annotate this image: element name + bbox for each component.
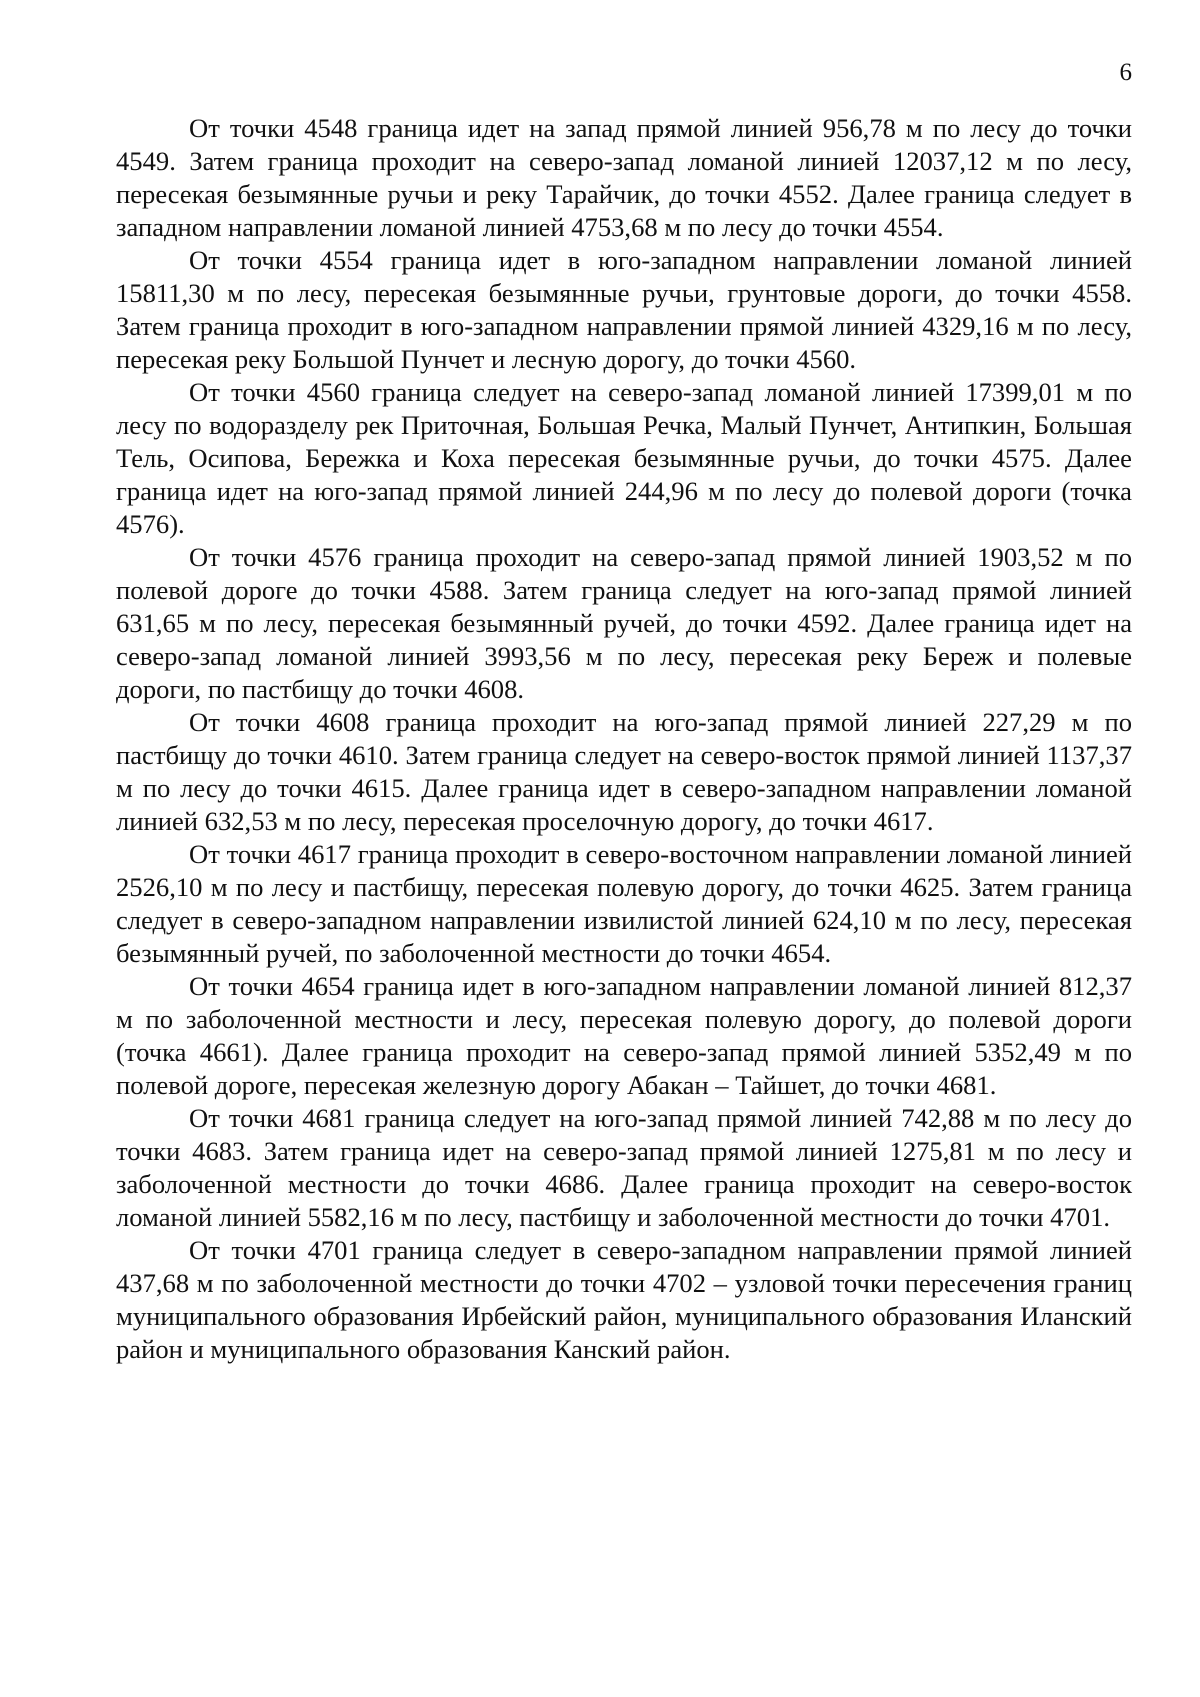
paragraph-3: От точки 4560 граница следует на северо-запад ломаной линией 17399,01 м по лесу по водоразделу рек Приточная, Большая Речка, Малый Пунчет, Антипкин, Большая Тель, Осипова, Бережка и Коха пересекая безымянные ручьи, до точки 4575. Далее граница идет на юго-запад прямой линией 244,96 м по лесу до полевой дороги (точка 4576). [116,377,1132,539]
paragraph-2: От точки 4554 граница идет в юго-западном направлении ломаной линией 15811,30 м по лесу, пересекая безымянные ручьи, грунтовые дороги, до точки 4558. Затем граница проходит в юго-западном направлении прямой линией 4329,16 м по лесу, пересекая реку Большой Пунчет и лесную дорогу, до точки 4560. [116,245,1132,374]
paragraph-9: От точки 4701 граница следует в северо-западном направлении прямой линией 437,68 м по заболоченной местности до точки 4702 – узловой точки пересечения границ муниципального образования Ирбейский район, муниципального образования Иланский район и муниципального образования Канский район. [116,1235,1132,1364]
page-number: 6 [1119,59,1132,86]
paragraph-8: От точки 4681 граница следует на юго-запад прямой линией 742,88 м по лесу до точки 4683. Затем граница идет на северо-запад прямой линией 1275,81 м по лесу и заболоченной местности до точки 4686. Далее граница проходит на северо-восток ломаной линией 5582,16 м по лесу, пастбищу и заболоченной местности до точки 4701. [116,1103,1132,1232]
paragraph-7: От точки 4654 граница идет в юго-западном направлении ломаной линией 812,37 м по заболоченной местности и лесу, пересекая полевую дорогу, до полевой дороги (точка 4661). Далее граница проходит на северо-запад прямой линией 5352,49 м по полевой дороге, пересекая железную дорогу Абакан – Тайшет, до точки 4681. [116,971,1132,1100]
paragraph-1: От точки 4548 граница идет на запад прямой линией 956,78 м по лесу до точки 4549. Затем граница проходит на северо-запад ломаной линией 12037,12 м по лесу, пересекая безымянные ручьи и реку Тарайчик, до точки 4552. Далее граница следует в западном направлении ломаной линией 4753,68 м по лесу до точки 4554. [116,113,1132,242]
paragraph-5: От точки 4608 граница проходит на юго-запад прямой линией 227,29 м по пастбищу до точки 4610. Затем граница следует на северо-восток прямой линией 1137,37 м по лесу до точки 4615. Далее граница идет в северо-западном направлении ломаной линией 632,53 м по лесу, пересекая проселочную дорогу, до точки 4617. [116,707,1132,836]
paragraph-6: От точки 4617 граница проходит в северо-восточном направлении ломаной линией 2526,10 м по лесу и пастбищу, пересекая полевую дорогу, до точки 4625. Затем граница следует в северо-западном направлении извилистой линией 624,10 м по лесу, пересекая безымянный ручей, по заболоченной местности до точки 4654. [116,839,1132,968]
paragraph-4: От точки 4576 граница проходит на северо-запад прямой линией 1903,52 м по полевой дороге до точки 4588. Затем граница следует на юго-запад прямой линией 631,65 м по лесу, пересекая безымянный ручей, до точки 4592. Далее граница идет на северо-запад ломаной линией 3993,56 м по лесу, пересекая реку Береж и полевые дороги, по пастбищу до точки 4608. [116,542,1132,704]
document-body [116,112,1132,1366]
